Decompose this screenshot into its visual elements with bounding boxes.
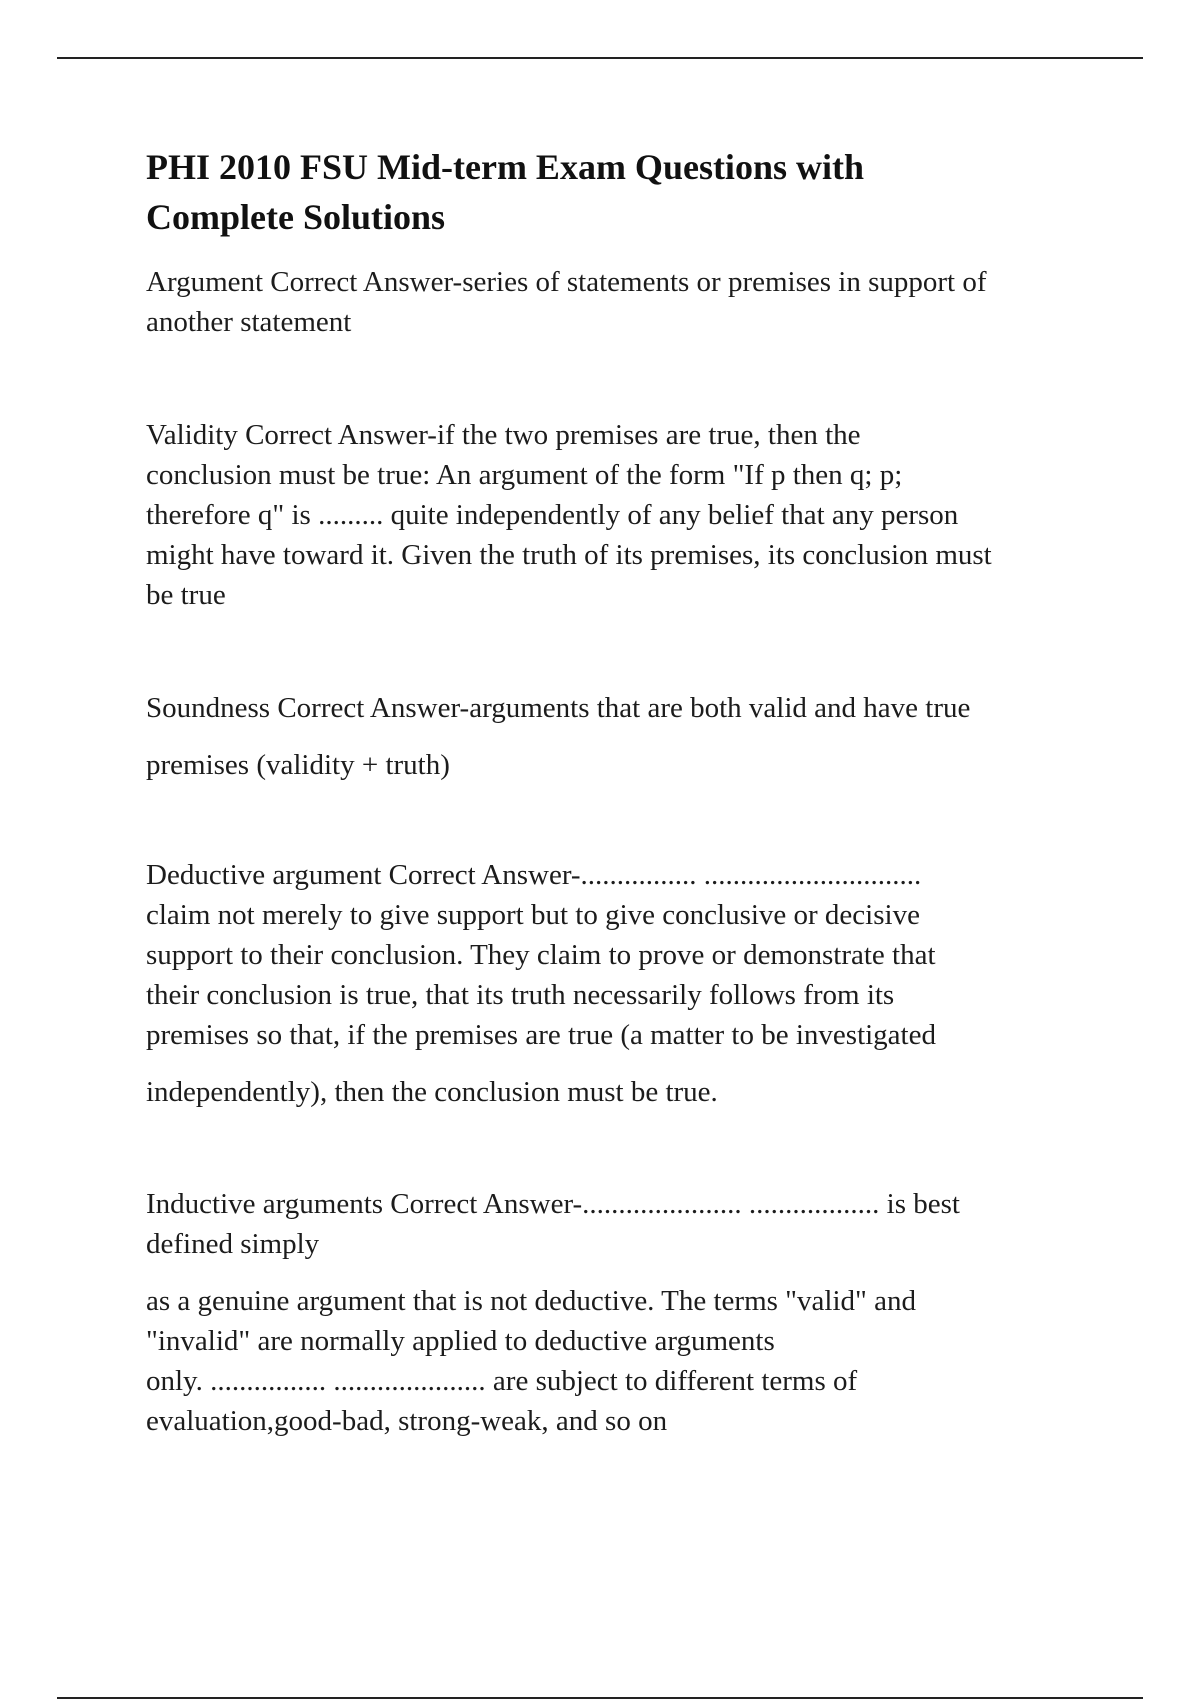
entry-line: conclusion must be true: An argument of the form "If p then q; p; [146,459,903,491]
title-line: PHI 2010 FSU Mid-term Exam Questions with [146,147,864,187]
entry-line: evaluation,good-bad, strong-weak, and so on [146,1405,668,1437]
entry-line: might have toward it. Given the truth of its premises, its conclusion must [146,539,992,571]
entry-line: as a genuine argument that is not deductive. The terms "valid" and [146,1285,916,1317]
entry-argument [146,262,1106,342]
entry-line: only. ................ ..................... are subject to different terms of [146,1365,858,1397]
entry-line: another statement [146,306,352,338]
header-rule [57,57,1143,59]
entry-line: "invalid" are normally applied to deductive arguments [146,1325,775,1357]
entry-line: support to their conclusion. They claim to prove or demonstrate that [146,939,936,971]
entry-line: defined simply [146,1228,320,1260]
page-title [146,142,1086,242]
entry-line: be true [146,579,226,611]
entry-line: Soundness Correct Answer-arguments that are both valid and have true [146,692,971,724]
entry-line: claim not merely to give support but to give conclusive or decisive [146,899,920,931]
title-line: Complete Solutions [146,197,446,237]
entry-line: premises so that, if the premises are true (a matter to be investigated [146,1019,936,1051]
entry-line: therefore q" is ......... quite independently of any belief that any person [146,499,959,531]
entry-inductive-arguments [146,1184,1106,1441]
entry-line: Validity Correct Answer-if the two premises are true, then the [146,419,861,451]
entry-line: their conclusion is true, that its truth necessarily follows from its [146,979,895,1011]
entry-soundness [146,688,1106,785]
footer-rule [57,1697,1143,1699]
entry-line: Deductive argument Correct Answer-................ .............................. [146,859,922,891]
entry-line: premises (validity + truth) [146,749,450,781]
entry-line: Inductive arguments Correct Answer-...................... .................. is best [146,1188,960,1220]
entry-validity [146,415,1106,615]
entry-line: independently), then the conclusion must be true. [146,1076,718,1108]
entry-deductive-argument [146,855,1106,1112]
entry-line: Argument Correct Answer-series of statements or premises in support of [146,266,987,298]
